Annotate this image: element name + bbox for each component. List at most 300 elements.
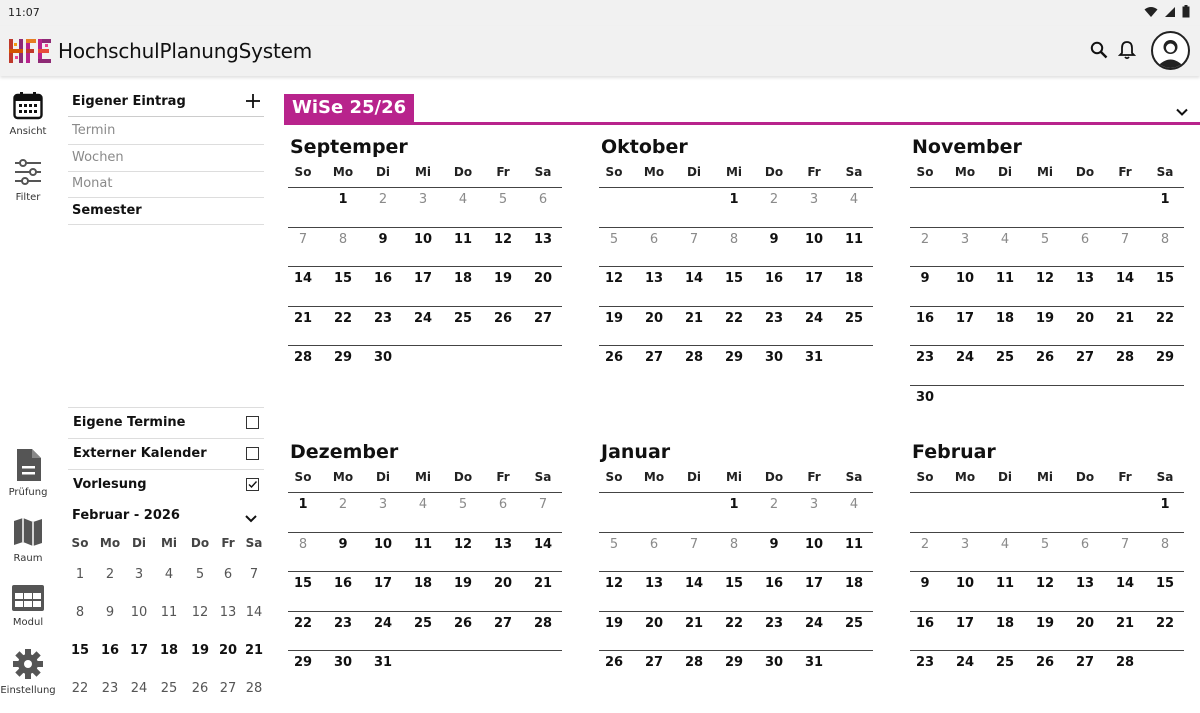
calendar-day[interactable]: 20 (493, 576, 513, 591)
rail-label: Raum (13, 553, 43, 564)
week-divider (288, 611, 562, 612)
calendar-day[interactable]: 10 (373, 536, 393, 552)
calendar-icon (13, 92, 43, 120)
calendar-day[interactable]: 1 (729, 192, 739, 207)
mini-day[interactable]: 6 (223, 567, 233, 582)
calendar-day[interactable]: 10 (804, 231, 824, 247)
calendar-day[interactable]: 27 (1075, 350, 1095, 365)
calendar-day[interactable]: 25 (844, 310, 864, 326)
weekday-header: Di (997, 165, 1013, 179)
rail-item-pruefung[interactable] (0, 449, 56, 498)
month-title: Januar (601, 441, 671, 463)
view-option-monat[interactable]: Monat (68, 171, 264, 198)
calendar-day[interactable]: 23 (373, 310, 393, 326)
calendar-day[interactable]: 22 (333, 310, 353, 326)
week-divider (910, 187, 1184, 188)
calendar-day[interactable]: 31 (373, 655, 393, 670)
month-title: Februar (912, 441, 996, 463)
mini-day[interactable]: 27 (219, 681, 237, 696)
calendar-day[interactable]: 6 (649, 536, 659, 552)
weekday-header: Fr (807, 470, 821, 484)
mini-day[interactable]: 13 (219, 605, 237, 620)
calendar-day[interactable]: 8 (338, 231, 348, 247)
weekday-header: Sa (845, 165, 863, 179)
calendar-day[interactable]: 8 (1160, 536, 1170, 552)
calendar-day[interactable]: 5 (609, 231, 619, 247)
calendar-day[interactable]: 27 (1075, 655, 1095, 670)
calendar-day[interactable]: 9 (769, 536, 779, 552)
view-option-termin[interactable]: Termin (68, 118, 264, 145)
weekday-header: Mo (332, 470, 354, 484)
checkbox[interactable] (246, 416, 259, 429)
calendar-day[interactable]: 11 (413, 536, 433, 552)
mini-calendar-title: Februar - 2026 (72, 508, 180, 523)
app-bar (0, 26, 1200, 76)
calendar-day[interactable]: 26 (604, 350, 624, 365)
calendar-day[interactable]: 2 (920, 231, 930, 247)
calendar-day[interactable]: 7 (689, 231, 699, 247)
calendar-day[interactable]: 15 (333, 271, 353, 286)
calendar-day[interactable]: 7 (298, 231, 308, 247)
calendar-day[interactable]: 12 (604, 576, 624, 591)
calendar-day[interactable]: 2 (378, 192, 388, 207)
week-divider (599, 266, 873, 267)
weekday-header: Sa (534, 165, 552, 179)
calendar-day[interactable]: 4 (458, 192, 468, 207)
calendar-day[interactable]: 26 (453, 615, 473, 631)
week-divider (910, 306, 1184, 307)
calendar-day[interactable]: 7 (1120, 231, 1130, 247)
rail-item-ansicht[interactable] (0, 92, 56, 137)
calendar-day[interactable]: 4 (849, 497, 859, 512)
mini-day[interactable]: 9 (105, 605, 115, 620)
calendar-day[interactable]: 3 (960, 231, 970, 247)
app-title: HochschulPlanungSystem (58, 39, 313, 63)
calendar-day[interactable]: 8 (298, 536, 308, 552)
weekday-header: Fr (807, 165, 821, 179)
calendar-day[interactable]: 24 (373, 615, 393, 631)
calendar-day[interactable]: 26 (1035, 350, 1055, 365)
calendar-day[interactable]: 16 (915, 615, 935, 631)
week-divider (910, 650, 1184, 651)
week-divider (288, 306, 562, 307)
week-divider (910, 266, 1184, 267)
calendar-day[interactable]: 1 (1160, 497, 1170, 512)
wifi-icon (1144, 6, 1158, 18)
calendar-day[interactable]: 2 (338, 497, 348, 512)
calendar-day[interactable]: 5 (458, 497, 468, 512)
calendar-day[interactable]: 24 (955, 350, 975, 365)
calendar-day[interactable]: 9 (378, 231, 388, 247)
calendar-day[interactable]: 13 (493, 536, 513, 552)
weekday-header: Di (375, 470, 391, 484)
calendar-day[interactable]: 27 (533, 310, 553, 326)
calendar-day[interactable]: 13 (644, 271, 664, 286)
status-icons (1144, 5, 1190, 18)
status-bar (0, 0, 1200, 26)
week-divider (910, 492, 1184, 493)
weekday-header: Sa (845, 470, 863, 484)
mini-day[interactable]: 7 (249, 567, 259, 582)
filter-label: Vorlesung (73, 477, 147, 492)
calendar-day[interactable]: 2 (920, 536, 930, 552)
weekday-header: Do (453, 165, 473, 179)
calendar-day[interactable]: 14 (293, 271, 313, 286)
calendar-day[interactable]: 11 (844, 536, 864, 552)
calendar-day[interactable]: 31 (804, 655, 824, 670)
calendar-day[interactable]: 14 (1115, 271, 1135, 286)
calendar-day[interactable]: 19 (493, 271, 513, 286)
mini-day[interactable]: 12 (191, 605, 209, 620)
calendar-day[interactable]: 25 (995, 350, 1015, 365)
calendar-day[interactable]: 6 (538, 192, 548, 207)
calendar-day[interactable]: 3 (809, 192, 819, 207)
calendar-day[interactable]: 21 (533, 576, 553, 591)
calendar-day[interactable]: 19 (604, 310, 624, 326)
document-icon (15, 449, 41, 481)
mini-day[interactable]: 4 (164, 567, 174, 582)
filter-label: Eigene Termine (73, 415, 186, 430)
table-icon (12, 585, 44, 611)
calendar-day[interactable]: 6 (1080, 536, 1090, 552)
weekday-header: Mi (725, 165, 743, 179)
mini-day[interactable]: 19 (190, 643, 210, 658)
calendar-day[interactable]: 19 (604, 615, 624, 631)
calendar-day[interactable]: 17 (373, 576, 393, 591)
calendar-day[interactable]: 15 (724, 271, 744, 286)
calendar-day[interactable]: 6 (1080, 231, 1090, 247)
calendar-day[interactable]: 24 (804, 310, 824, 326)
calendar-day[interactable]: 18 (844, 576, 864, 591)
weekday-header: Do (1075, 165, 1095, 179)
calendar-day[interactable]: 4 (418, 497, 428, 512)
calendar-day[interactable]: 7 (538, 497, 548, 512)
calendar-day[interactable]: 27 (644, 655, 664, 670)
mini-day[interactable]: 22 (71, 681, 89, 696)
calendar-day[interactable]: 13 (644, 576, 664, 591)
calendar-day[interactable]: 6 (498, 497, 508, 512)
mini-day[interactable]: 20 (218, 643, 238, 658)
calendar-day[interactable]: 10 (804, 536, 824, 552)
calendar-day[interactable]: 28 (684, 350, 704, 365)
mini-day[interactable]: 17 (129, 643, 149, 658)
mini-day[interactable]: 15 (70, 643, 90, 658)
week-divider (910, 345, 1184, 346)
semester-chevron-down-icon[interactable] (1176, 102, 1188, 121)
calendar-day[interactable]: 7 (689, 536, 699, 552)
calendar-day[interactable]: 20 (1075, 615, 1095, 631)
calendar-day[interactable]: 29 (293, 655, 313, 670)
avatar[interactable] (1151, 31, 1190, 70)
mini-day[interactable]: 1 (75, 567, 85, 582)
calendar-day[interactable]: 11 (995, 271, 1015, 286)
calendar-day[interactable]: 14 (684, 576, 704, 591)
calendar-day[interactable]: 17 (955, 615, 975, 631)
calendar-day[interactable]: 7 (1120, 536, 1130, 552)
calendar-day[interactable]: 8 (1160, 231, 1170, 247)
calendar-day[interactable]: 23 (764, 310, 784, 326)
calendar-day[interactable]: 15 (1155, 576, 1175, 591)
week-divider (288, 266, 562, 267)
week-divider (599, 306, 873, 307)
calendar-day[interactable]: 29 (724, 655, 744, 670)
calendar-day[interactable]: 25 (453, 310, 473, 326)
weekday-header: Sa (1156, 470, 1174, 484)
battery-icon (1182, 5, 1190, 18)
calendar-day[interactable]: 9 (338, 536, 348, 552)
own-entry-label: Eigener Eintrag (72, 94, 186, 109)
calendar-day[interactable]: 4 (1000, 536, 1010, 552)
week-divider (288, 227, 562, 228)
calendar-day[interactable]: 22 (724, 615, 744, 631)
calendar-day[interactable]: 29 (1155, 350, 1175, 365)
calendar-day[interactable]: 16 (373, 271, 393, 286)
calendar-day[interactable]: 12 (493, 231, 513, 247)
calendar-day[interactable]: 18 (844, 271, 864, 286)
calendar-day[interactable]: 24 (804, 615, 824, 631)
rail-item-einstellung[interactable] (0, 649, 56, 696)
calendar-day[interactable]: 13 (533, 231, 553, 247)
calendar-day[interactable]: 19 (1035, 615, 1055, 631)
calendar-day[interactable]: 9 (769, 231, 779, 247)
calendar-day[interactable]: 12 (1035, 271, 1055, 286)
view-option-wochen[interactable]: Wochen (68, 145, 264, 172)
search-icon[interactable] (1090, 41, 1108, 63)
mini-day[interactable]: 18 (159, 643, 179, 658)
rail-item-modul[interactable] (0, 585, 56, 628)
calendar-day[interactable]: 22 (724, 310, 744, 326)
calendar-day[interactable]: 13 (1075, 271, 1095, 286)
notification-bell-icon[interactable] (1118, 40, 1136, 64)
mini-weekday: Sa (245, 536, 263, 550)
calendar-day[interactable]: 22 (1155, 615, 1175, 631)
weekday-header: Di (686, 165, 702, 179)
calendar-day[interactable]: 4 (849, 192, 859, 207)
calendar-day[interactable]: 2 (769, 192, 779, 207)
week-divider (910, 385, 1184, 386)
calendar-day[interactable]: 3 (378, 497, 388, 512)
weekday-header: Mo (643, 470, 665, 484)
calendar-day[interactable]: 12 (453, 536, 473, 552)
calendar-day[interactable]: 5 (498, 192, 508, 207)
calendar-day[interactable]: 3 (809, 497, 819, 512)
calendar-day[interactable]: 25 (995, 655, 1015, 670)
calendar-day[interactable]: 28 (1115, 350, 1135, 365)
mini-day[interactable]: 23 (101, 681, 119, 696)
mini-day[interactable]: 14 (245, 605, 263, 620)
gear-icon (13, 649, 43, 679)
calendar-day[interactable]: 30 (333, 655, 353, 670)
mini-day[interactable]: 25 (160, 681, 178, 696)
calendar-day[interactable]: 25 (413, 615, 433, 631)
calendar-day[interactable]: 19 (453, 576, 473, 591)
calendar-day[interactable]: 23 (915, 350, 935, 365)
week-divider (599, 571, 873, 572)
week-divider (910, 227, 1184, 228)
calendar-day[interactable]: 22 (1155, 310, 1175, 326)
calendar-day[interactable]: 13 (1075, 576, 1095, 591)
calendar-day[interactable]: 19 (1035, 310, 1055, 326)
calendar-day[interactable]: 3 (960, 536, 970, 552)
calendar-day[interactable]: 28 (684, 655, 704, 670)
mini-day[interactable]: 26 (191, 681, 209, 696)
calendar-day[interactable]: 30 (764, 350, 784, 365)
month-title: Dezember (290, 441, 399, 463)
checkbox[interactable] (246, 447, 259, 460)
weekday-header: Do (453, 470, 473, 484)
filter-row[interactable] (68, 407, 264, 438)
week-divider (910, 611, 1184, 612)
calendar-day[interactable]: 16 (333, 576, 353, 591)
calendar-day[interactable]: 17 (955, 310, 975, 326)
sliders-icon (13, 158, 43, 186)
week-divider (288, 571, 562, 572)
calendar-day[interactable]: 8 (729, 536, 739, 552)
calendar-day[interactable]: 4 (1000, 231, 1010, 247)
calendar-day[interactable]: 20 (533, 271, 553, 286)
calendar-day[interactable]: 14 (1115, 576, 1135, 591)
calendar-day[interactable]: 23 (764, 615, 784, 631)
weekday-header: So (916, 165, 934, 179)
calendar-day[interactable]: 10 (955, 271, 975, 286)
calendar-day[interactable]: 29 (724, 350, 744, 365)
calendar-day[interactable]: 26 (493, 310, 513, 326)
calendar-day[interactable]: 6 (649, 231, 659, 247)
mini-day[interactable]: 28 (245, 681, 263, 696)
calendar-day[interactable]: 18 (995, 615, 1015, 631)
calendar-day[interactable]: 14 (684, 271, 704, 286)
calendar-day[interactable]: 12 (1035, 576, 1055, 591)
calendar-day[interactable]: 5 (1040, 231, 1050, 247)
weekday-header: Mo (954, 470, 976, 484)
calendar-day[interactable]: 16 (915, 310, 935, 326)
mini-day[interactable]: 5 (195, 567, 205, 582)
calendar-day[interactable]: 12 (604, 271, 624, 286)
mini-day[interactable]: 16 (100, 643, 120, 658)
calendar-day[interactable]: 15 (293, 576, 313, 591)
calendar-day[interactable]: 1 (298, 497, 308, 512)
rail-item-filter[interactable] (0, 158, 56, 203)
calendar-day[interactable]: 11 (844, 231, 864, 247)
calendar-day[interactable]: 9 (920, 576, 930, 591)
weekday-header: Do (764, 470, 784, 484)
weekday-header: So (605, 470, 623, 484)
week-divider (288, 492, 562, 493)
calendar-day[interactable]: 14 (533, 536, 553, 552)
calendar-day[interactable]: 18 (413, 576, 433, 591)
calendar-day[interactable]: 23 (333, 615, 353, 631)
calendar-day[interactable]: 18 (995, 310, 1015, 326)
calendar-day[interactable]: 8 (729, 231, 739, 247)
calendar-day[interactable]: 26 (1035, 655, 1055, 670)
calendar-day[interactable]: 10 (413, 231, 433, 247)
calendar-day[interactable]: 15 (724, 576, 744, 591)
filter-row[interactable] (68, 438, 264, 469)
calendar-day[interactable]: 16 (764, 271, 784, 286)
calendar-day[interactable]: 31 (804, 350, 824, 365)
calendar-day[interactable]: 26 (604, 655, 624, 670)
mini-day[interactable]: 3 (134, 567, 144, 582)
calendar-day[interactable]: 20 (644, 615, 664, 631)
mini-day[interactable]: 2 (105, 567, 115, 582)
calendar-day[interactable]: 29 (333, 350, 353, 365)
calendar-day[interactable]: 20 (644, 310, 664, 326)
calendar-day[interactable]: 1 (729, 497, 739, 512)
calendar-day[interactable]: 21 (1115, 615, 1135, 631)
calendar-day[interactable]: 28 (533, 615, 553, 631)
weekday-header: Sa (534, 470, 552, 484)
view-option-semester[interactable]: Semester (68, 198, 264, 225)
mini-day[interactable]: 10 (130, 605, 148, 620)
rail-label: Einstellung (0, 685, 56, 696)
calendar-day[interactable]: 17 (804, 576, 824, 591)
calendar-day[interactable]: 11 (453, 231, 473, 247)
calendar-day[interactable]: 16 (764, 576, 784, 591)
calendar-day[interactable]: 30 (764, 655, 784, 670)
calendar-day[interactable]: 21 (684, 310, 704, 326)
calendar-day[interactable]: 27 (644, 350, 664, 365)
calendar-day[interactable]: 21 (684, 615, 704, 631)
calendar-day[interactable]: 30 (373, 350, 393, 365)
week-divider (288, 532, 562, 533)
mini-day[interactable]: 21 (244, 643, 264, 658)
calendar-day[interactable]: 25 (844, 615, 864, 631)
month-title: Septemper (290, 136, 408, 158)
mini-calendar-chevron-down-icon[interactable] (244, 509, 258, 528)
calendar-day[interactable]: 11 (995, 576, 1015, 591)
checkbox[interactable] (246, 478, 259, 491)
calendar-day[interactable]: 5 (609, 536, 619, 552)
calendar-day[interactable]: 17 (413, 271, 433, 286)
week-divider (288, 187, 562, 188)
calendar-day[interactable]: 21 (1115, 310, 1135, 326)
calendar-day[interactable]: 5 (1040, 536, 1050, 552)
calendar-day[interactable]: 18 (453, 271, 473, 286)
filter-row[interactable] (68, 469, 264, 500)
calendar-day[interactable]: 24 (413, 310, 433, 326)
rail-item-raum[interactable] (0, 517, 56, 564)
mini-weekday: Fr (221, 536, 235, 550)
semester-label: WiSe 25/26 (284, 94, 414, 124)
calendar-day[interactable]: 1 (1160, 192, 1170, 207)
calendar-day[interactable]: 27 (493, 615, 513, 631)
calendar-day[interactable]: 2 (769, 497, 779, 512)
calendar-day[interactable]: 30 (915, 389, 935, 405)
weekday-header: Fr (1118, 165, 1132, 179)
mini-day[interactable]: 11 (160, 605, 178, 620)
calendar-day[interactable]: 9 (920, 271, 930, 286)
calendar-day[interactable]: 15 (1155, 271, 1175, 286)
calendar-day[interactable]: 1 (338, 192, 348, 207)
calendar-day[interactable]: 3 (418, 192, 428, 207)
calendar-day[interactable]: 28 (1115, 655, 1135, 670)
calendar-day[interactable]: 10 (955, 576, 975, 591)
calendar-day[interactable]: 24 (955, 655, 975, 670)
mini-weekday: Di (131, 536, 147, 550)
mini-day[interactable]: 8 (75, 605, 85, 620)
add-entry-button[interactable] (246, 92, 260, 110)
calendar-day[interactable]: 17 (804, 271, 824, 286)
week-divider (288, 345, 562, 346)
calendar-day[interactable]: 23 (915, 655, 935, 670)
calendar-day[interactable]: 21 (293, 310, 313, 326)
calendar-day[interactable]: 20 (1075, 310, 1095, 326)
weekday-header: Di (997, 470, 1013, 484)
weekday-header: Mo (954, 165, 976, 179)
calendar-day[interactable]: 22 (293, 615, 313, 631)
mini-day[interactable]: 24 (130, 681, 148, 696)
calendar-day[interactable]: 28 (293, 350, 313, 365)
